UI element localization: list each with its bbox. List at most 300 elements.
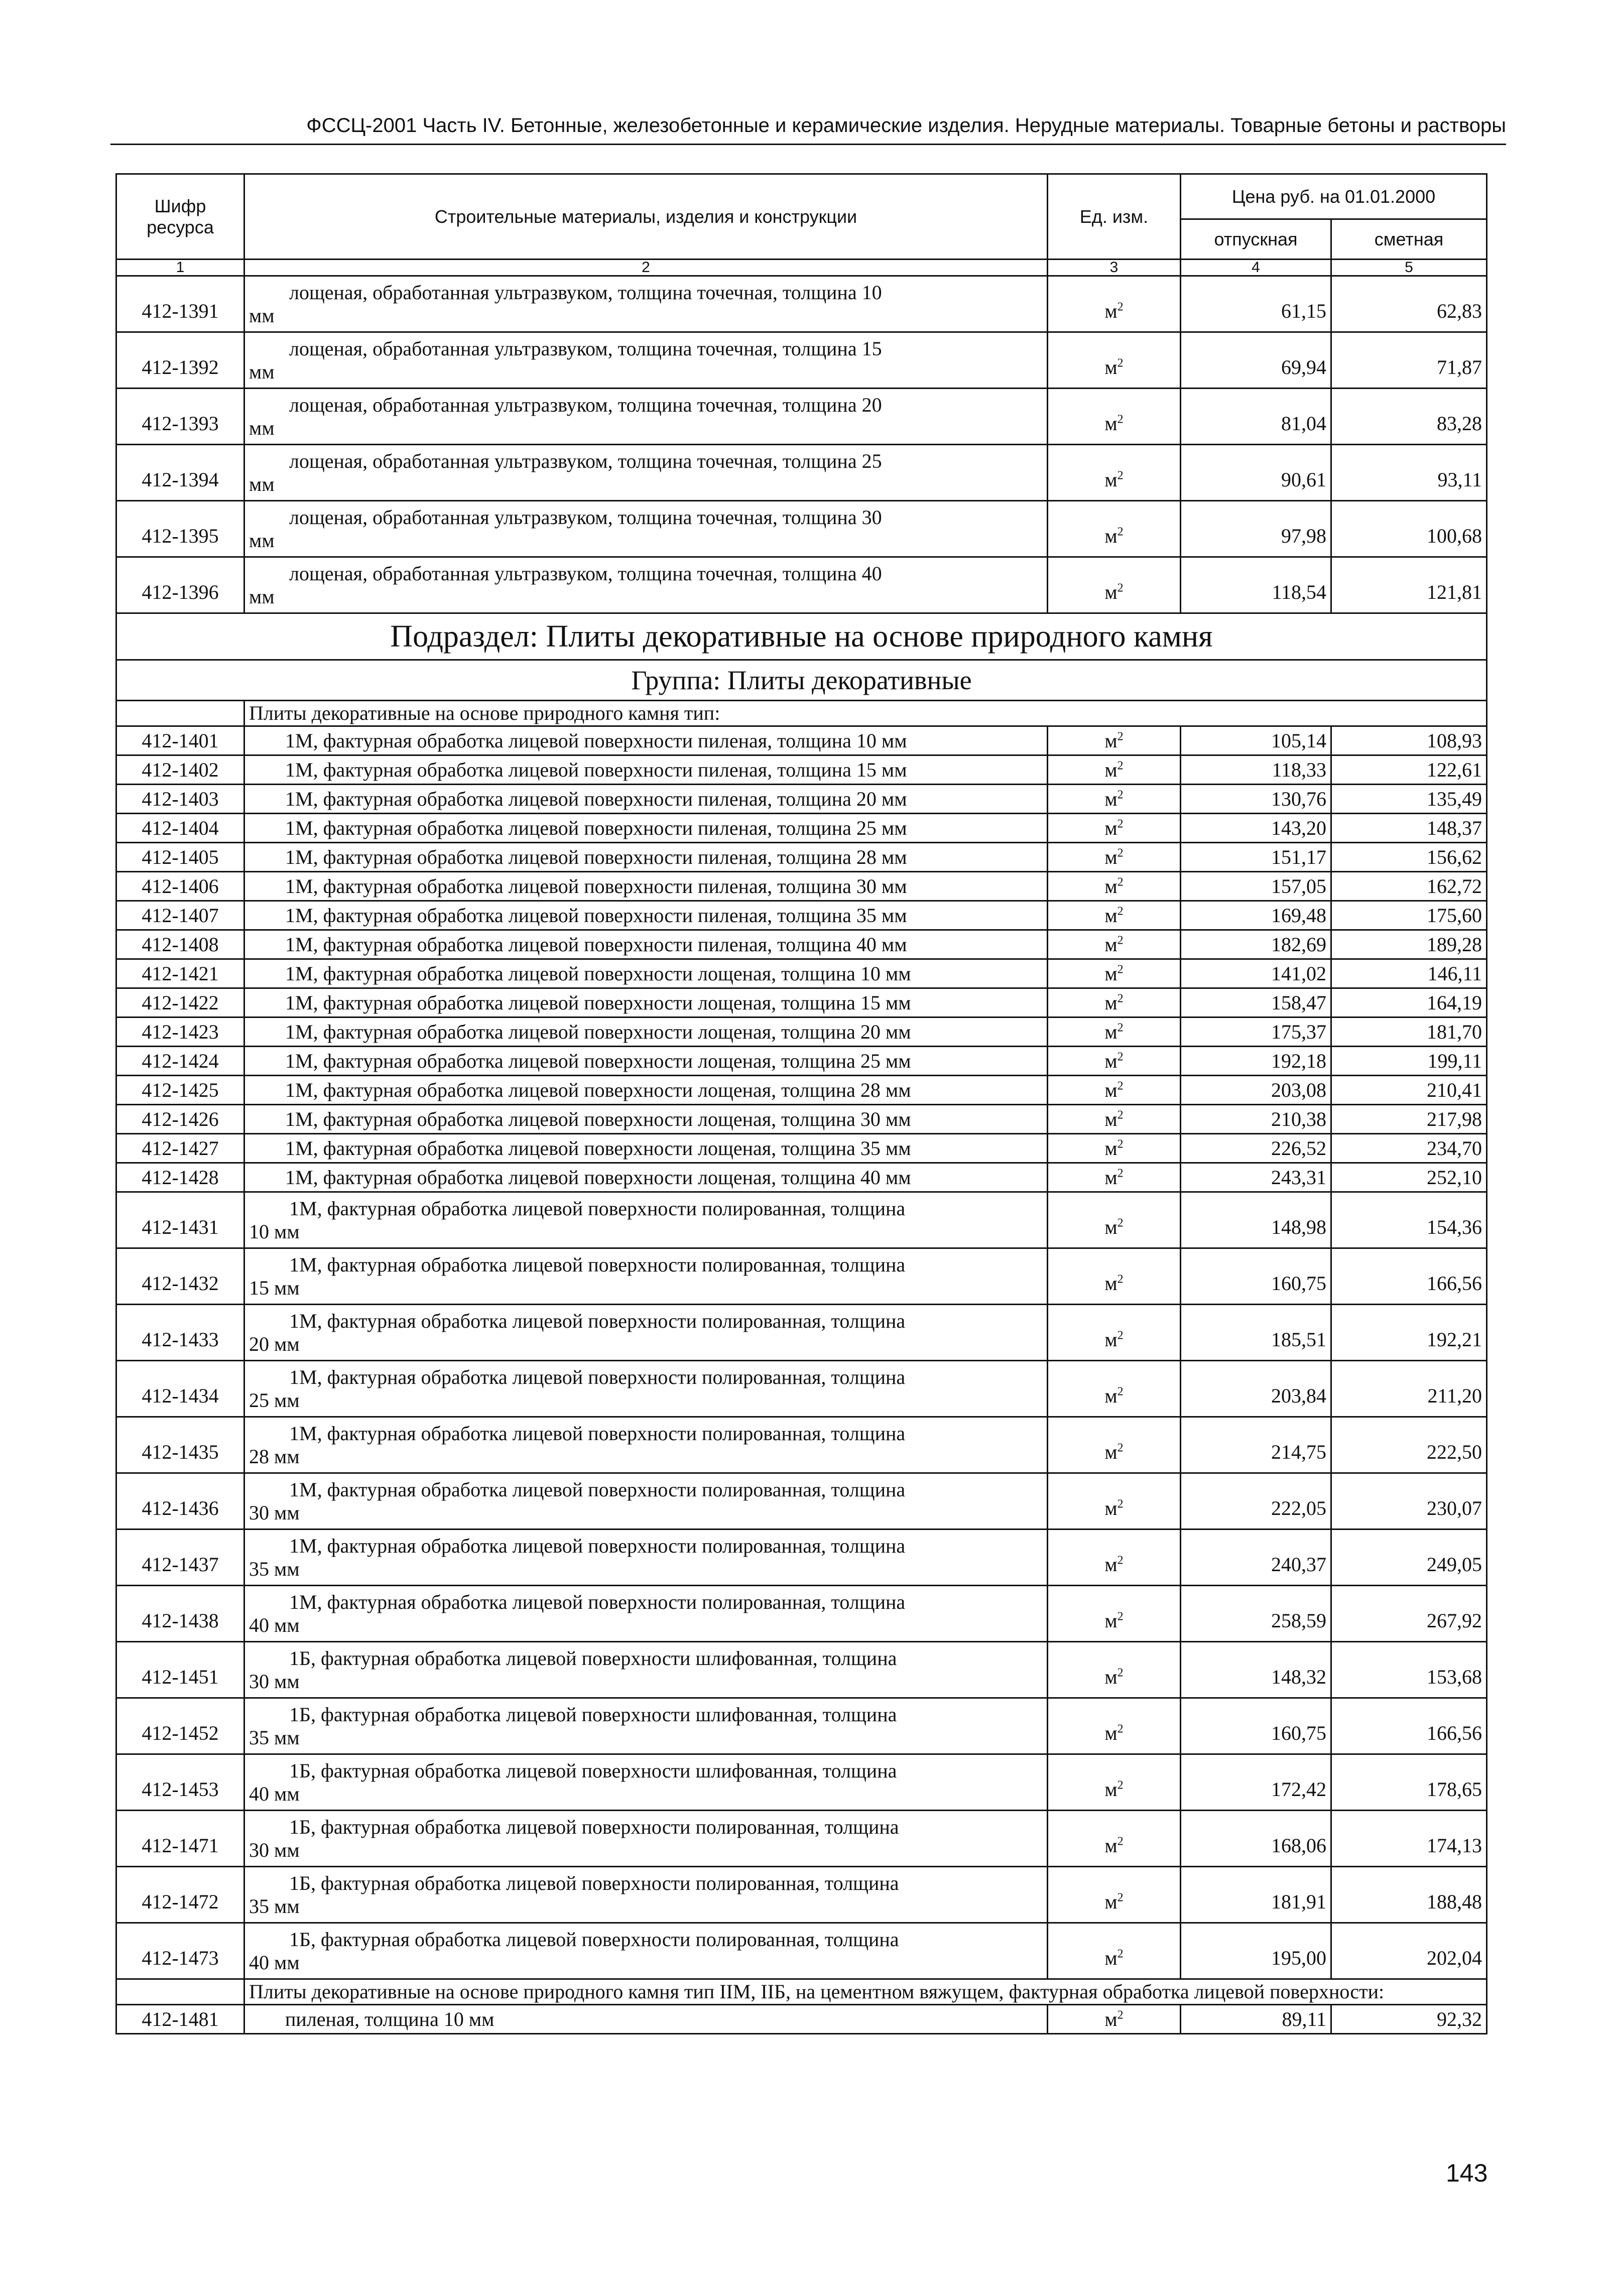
table-row xyxy=(116,2005,1487,2034)
unit-cell xyxy=(1048,389,1181,445)
estimate-price: 71,87 xyxy=(1331,332,1487,389)
description-line-2: 35 мм xyxy=(249,1557,300,1580)
description-cell xyxy=(244,1361,1048,1417)
estimate-price: 146,11 xyxy=(1331,959,1487,988)
table-row xyxy=(116,1923,1487,1979)
estimate-price: 234,70 xyxy=(1331,1134,1487,1163)
unit-text: м xyxy=(1104,1553,1117,1576)
description-cell xyxy=(244,1417,1048,1473)
estimate-price: 210,41 xyxy=(1331,1076,1487,1105)
release-price: 61,15 xyxy=(1181,276,1331,332)
table-row xyxy=(116,1134,1487,1163)
estimate-price: 156,62 xyxy=(1331,843,1487,872)
unit-cell xyxy=(1048,988,1181,1017)
unit-cell xyxy=(1048,901,1181,930)
estimate-price: 199,11 xyxy=(1331,1047,1487,1076)
estimate-price: 175,60 xyxy=(1331,901,1487,930)
description-cell xyxy=(244,557,1048,613)
release-price: 203,84 xyxy=(1181,1361,1331,1417)
description-line-1: 1М, фактурная обработка лицевой поверхности полированная, толщина xyxy=(289,1253,906,1276)
estimate-price: 135,49 xyxy=(1331,785,1487,814)
estimate-price: 148,37 xyxy=(1331,814,1487,843)
estimate-price: 181,70 xyxy=(1331,1017,1487,1047)
unit-exponent: 2 xyxy=(1117,1329,1124,1342)
unit-exponent: 2 xyxy=(1117,1835,1124,1848)
table-row xyxy=(116,276,1487,332)
description-line-1: лощеная, обработанная ультразвуком, толщина точечная, толщина 25 xyxy=(289,449,882,472)
resource-code: 412-1394 xyxy=(116,445,244,501)
description-cell xyxy=(244,1473,1048,1529)
unit-exponent: 2 xyxy=(1117,469,1124,482)
estimate-price: 174,13 xyxy=(1331,1811,1487,1867)
table-row xyxy=(116,501,1487,557)
table-row xyxy=(116,1698,1487,1754)
unit-cell xyxy=(1048,1017,1181,1047)
table-row xyxy=(116,959,1487,988)
unit-cell xyxy=(1048,1867,1181,1923)
release-price: 118,54 xyxy=(1181,557,1331,613)
type-intro: Плиты декоративные на основе природного камня тип: xyxy=(244,701,1487,726)
unit-exponent: 2 xyxy=(1117,1272,1124,1286)
description-cell xyxy=(244,1642,1048,1698)
col-number: 1 xyxy=(116,260,244,276)
description-cell: 1М, фактурная обработка лицевой поверхности пиленая, толщина 15 мм xyxy=(244,755,1048,785)
unit-cell xyxy=(1048,1473,1181,1529)
col-number: 4 xyxy=(1181,260,1331,276)
description-line-1: 1Б, фактурная обработка лицевой поверхности полированная, толщина xyxy=(289,1871,899,1894)
table-row xyxy=(116,1047,1487,1076)
estimate-price: 188,48 xyxy=(1331,1867,1487,1923)
unit-cell xyxy=(1048,1192,1181,1248)
description-line-2: мм xyxy=(249,529,275,552)
unit-cell xyxy=(1048,1754,1181,1811)
unit-cell xyxy=(1048,2005,1181,2034)
unit-cell xyxy=(1048,872,1181,901)
description-line-2: 35 мм xyxy=(249,1726,300,1749)
description-line-1: лощеная, обработанная ультразвуком, толщина точечная, толщина 10 xyxy=(289,281,882,304)
unit-cell xyxy=(1048,726,1181,755)
unit-text: м xyxy=(1104,874,1117,898)
description-cell xyxy=(244,1923,1048,1979)
unit-exponent: 2 xyxy=(1117,1722,1124,1736)
unit-cell xyxy=(1048,1361,1181,1417)
column-numbers-row xyxy=(116,260,1487,276)
description-cell: 1М, фактурная обработка лицевой поверхности пиленая, толщина 30 мм xyxy=(244,872,1048,901)
table-row xyxy=(116,901,1487,930)
description-line-1: лощеная, обработанная ультразвуком, толщина точечная, толщина 40 xyxy=(289,562,882,585)
unit-exponent: 2 xyxy=(1117,525,1124,539)
release-price: 148,32 xyxy=(1181,1642,1331,1698)
release-price: 97,98 xyxy=(1181,501,1331,557)
resource-code: 412-1472 xyxy=(116,1867,244,1923)
estimate-price: 100,68 xyxy=(1331,501,1487,557)
resource-code: 412-1404 xyxy=(116,814,244,843)
description-cell xyxy=(244,1305,1048,1361)
unit-cell xyxy=(1048,1305,1181,1361)
running-header: ФССЦ-2001 Часть IV. Бетонные, железобетонные и керамические изделия. Нерудные материалы. Товарные бетоны и растворы xyxy=(306,114,1506,137)
unit-cell xyxy=(1048,276,1181,332)
estimate-price: 230,07 xyxy=(1331,1473,1487,1529)
table-row xyxy=(116,1417,1487,1473)
unit-exponent: 2 xyxy=(1117,356,1124,370)
price-table xyxy=(115,173,1487,2034)
description-line-1: лощеная, обработанная ультразвуком, толщина точечная, толщина 20 xyxy=(289,393,882,416)
unit-exponent: 2 xyxy=(1117,934,1124,947)
empty-cell xyxy=(116,701,244,726)
description-cell xyxy=(244,445,1048,501)
unit-text: м xyxy=(1104,1441,1117,1463)
table-row xyxy=(116,785,1487,814)
unit-text: м xyxy=(1104,1049,1117,1072)
table-row xyxy=(116,755,1487,785)
unit-text: м xyxy=(1104,525,1117,547)
description-cell xyxy=(244,332,1048,389)
description-line-2: мм xyxy=(249,472,275,495)
unit-cell xyxy=(1048,1586,1181,1642)
unit-text: м xyxy=(1104,1328,1117,1351)
unit-exponent: 2 xyxy=(1117,788,1124,802)
release-price: 160,75 xyxy=(1181,1698,1331,1754)
unit-text: м xyxy=(1104,904,1117,927)
release-price: 81,04 xyxy=(1181,389,1331,445)
release-price: 240,37 xyxy=(1181,1529,1331,1586)
table-row xyxy=(116,332,1487,389)
unit-exponent: 2 xyxy=(1117,1610,1124,1623)
unit-text: м xyxy=(1104,1166,1117,1189)
resource-code: 412-1437 xyxy=(116,1529,244,1586)
unit-cell xyxy=(1048,332,1181,389)
unit-cell xyxy=(1048,1076,1181,1105)
release-price: 169,48 xyxy=(1181,901,1331,930)
table-row xyxy=(116,1529,1487,1586)
description-cell xyxy=(244,1698,1048,1754)
table-row xyxy=(116,872,1487,901)
unit-exponent: 2 xyxy=(1117,1167,1124,1180)
unit-text: м xyxy=(1104,2007,1117,2030)
unit-cell xyxy=(1048,1698,1181,1754)
release-price: 69,94 xyxy=(1181,332,1331,389)
table-row xyxy=(116,557,1487,613)
resource-code: 412-1424 xyxy=(116,1047,244,1076)
description-line-2: 40 мм xyxy=(249,1782,300,1805)
description-cell xyxy=(244,1811,1048,1867)
table-row xyxy=(116,1105,1487,1134)
description-line-2: мм xyxy=(249,416,275,439)
release-price: 168,06 xyxy=(1181,1811,1331,1867)
table-row xyxy=(116,389,1487,445)
description-cell: 1М, фактурная обработка лицевой поверхности пиленая, толщина 28 мм xyxy=(244,843,1048,872)
description-line-2: 40 мм xyxy=(249,1951,300,1974)
unit-exponent: 2 xyxy=(1117,1108,1124,1122)
resource-code: 412-1401 xyxy=(116,726,244,755)
estimate-price: 222,50 xyxy=(1331,1417,1487,1473)
release-price: 185,51 xyxy=(1181,1305,1331,1361)
table-row xyxy=(116,843,1487,872)
description-line-2: 20 мм xyxy=(249,1332,300,1355)
unit-cell xyxy=(1048,959,1181,988)
resource-code: 412-1405 xyxy=(116,843,244,872)
release-price: 222,05 xyxy=(1181,1473,1331,1529)
resource-code: 412-1432 xyxy=(116,1248,244,1305)
description-line-2: мм xyxy=(249,585,275,608)
description-cell: 1М, фактурная обработка лицевой поверхности лощеная, толщина 15 мм xyxy=(244,988,1048,1017)
table-row xyxy=(116,1867,1487,1923)
unit-exponent: 2 xyxy=(1117,1666,1124,1680)
estimate-price: 249,05 xyxy=(1331,1529,1487,1586)
release-price: 181,91 xyxy=(1181,1867,1331,1923)
release-price: 175,37 xyxy=(1181,1017,1331,1047)
unit-exponent: 2 xyxy=(1117,1079,1124,1093)
unit-cell xyxy=(1048,1923,1181,1979)
resource-code: 412-1471 xyxy=(116,1811,244,1867)
unit-cell xyxy=(1048,930,1181,959)
resource-code: 412-1392 xyxy=(116,332,244,389)
unit-exponent: 2 xyxy=(1117,1554,1124,1567)
col-number: 5 xyxy=(1331,260,1487,276)
release-price: 160,75 xyxy=(1181,1248,1331,1305)
description-cell xyxy=(244,501,1048,557)
unit-text: м xyxy=(1104,1722,1117,1744)
description-line-1: 1Б, фактурная обработка лицевой поверхности шлифованная, толщина xyxy=(289,1646,897,1670)
unit-text: м xyxy=(1104,816,1117,839)
description-line-1: 1М, фактурная обработка лицевой поверхности полированная, толщина xyxy=(289,1534,906,1557)
resource-code: 412-1436 xyxy=(116,1473,244,1529)
unit-exponent: 2 xyxy=(1117,1947,1124,1961)
unit-text: м xyxy=(1104,933,1117,956)
description-cell: 1М, фактурная обработка лицевой поверхности пиленая, толщина 20 мм xyxy=(244,785,1048,814)
unit-exponent: 2 xyxy=(1117,1021,1124,1035)
description-line-1: 1Б, фактурная обработка лицевой поверхности шлифованная, толщина xyxy=(289,1759,897,1782)
col-price-header: Цена руб. на 01.01.2000 xyxy=(1181,174,1487,219)
unit-text: м xyxy=(1104,962,1117,985)
release-price: 90,61 xyxy=(1181,445,1331,501)
table-row xyxy=(116,1076,1487,1105)
unit-exponent: 2 xyxy=(1117,1497,1124,1511)
description-line-1: лощеная, обработанная ультразвуком, толщина точечная, толщина 15 xyxy=(289,337,882,360)
unit-exponent: 2 xyxy=(1117,846,1124,860)
description-cell xyxy=(244,1529,1048,1586)
unit-text: м xyxy=(1104,1078,1117,1101)
col-unit-header: Ед. изм. xyxy=(1048,174,1181,260)
estimate-price: 166,56 xyxy=(1331,1248,1487,1305)
page-number: 143 xyxy=(1446,2159,1488,2187)
description-line-1: лощеная, обработанная ультразвуком, толщина точечная, толщина 30 xyxy=(289,505,882,529)
unit-text: м xyxy=(1104,1834,1117,1857)
unit-exponent: 2 xyxy=(1117,875,1124,889)
estimate-price: 166,56 xyxy=(1331,1698,1487,1754)
description-line-2: 30 мм xyxy=(249,1670,300,1693)
table-row xyxy=(116,930,1487,959)
estimate-price: 93,11 xyxy=(1331,445,1487,501)
table-row xyxy=(116,1754,1487,1811)
resource-code: 412-1403 xyxy=(116,785,244,814)
estimate-price: 153,68 xyxy=(1331,1642,1487,1698)
unit-cell xyxy=(1048,1642,1181,1698)
description-cell xyxy=(244,1754,1048,1811)
table-row xyxy=(116,726,1487,755)
resource-code: 412-1425 xyxy=(116,1076,244,1105)
release-price: 148,98 xyxy=(1181,1192,1331,1248)
unit-text: м xyxy=(1104,1666,1117,1688)
group-title-row xyxy=(116,660,1487,701)
col-estimate-header: сметная xyxy=(1331,219,1487,260)
unit-cell xyxy=(1048,501,1181,557)
table-row xyxy=(116,1192,1487,1248)
section-title-row xyxy=(116,613,1487,660)
table-row xyxy=(116,1017,1487,1047)
unit-cell xyxy=(1048,755,1181,785)
estimate-price: 267,92 xyxy=(1331,1586,1487,1642)
resource-code: 412-1431 xyxy=(116,1192,244,1248)
estimate-price: 62,83 xyxy=(1331,276,1487,332)
description-cell: 1М, фактурная обработка лицевой поверхности пиленая, толщина 25 мм xyxy=(244,814,1048,843)
description-line-2: мм xyxy=(249,304,275,327)
table-row xyxy=(116,1248,1487,1305)
release-price: 89,11 xyxy=(1181,2005,1331,2034)
release-price: 214,75 xyxy=(1181,1417,1331,1473)
release-price: 243,31 xyxy=(1181,1163,1331,1192)
estimate-price: 252,10 xyxy=(1331,1163,1487,1192)
estimate-price: 211,20 xyxy=(1331,1361,1487,1417)
release-price: 172,42 xyxy=(1181,1754,1331,1811)
resource-code: 412-1406 xyxy=(116,872,244,901)
resource-code: 412-1391 xyxy=(116,276,244,332)
unit-text: м xyxy=(1104,1272,1117,1295)
release-price: 203,08 xyxy=(1181,1076,1331,1105)
unit-exponent: 2 xyxy=(1117,963,1124,976)
estimate-price: 162,72 xyxy=(1331,872,1487,901)
unit-exponent: 2 xyxy=(1117,1891,1124,1904)
col-code-header: Шифр ресурса xyxy=(116,174,244,260)
resource-code: 412-1427 xyxy=(116,1134,244,1163)
description-cell xyxy=(244,1192,1048,1248)
table-row xyxy=(116,1473,1487,1529)
description-line-1: 1Б, фактурная обработка лицевой поверхности полированная, толщина xyxy=(289,1815,899,1838)
resource-code: 412-1451 xyxy=(116,1642,244,1698)
col-release-header: отпускная xyxy=(1181,219,1331,260)
table-row xyxy=(116,1586,1487,1642)
estimate-price: 92,32 xyxy=(1331,2005,1487,2034)
description-cell: 1М, фактурная обработка лицевой поверхности лощеная, толщина 20 мм xyxy=(244,1017,1048,1047)
unit-cell xyxy=(1048,1134,1181,1163)
description-cell: 1М, фактурная обработка лицевой поверхности лощеная, толщина 30 мм xyxy=(244,1105,1048,1134)
description-line-2: 35 мм xyxy=(249,1894,300,1918)
release-price: 130,76 xyxy=(1181,785,1331,814)
resource-code: 412-1434 xyxy=(116,1361,244,1417)
col-name-header: Строительные материалы, изделия и конструкции xyxy=(244,174,1048,260)
unit-text: м xyxy=(1104,1778,1117,1801)
unit-cell xyxy=(1048,843,1181,872)
description-cell xyxy=(244,276,1048,332)
unit-text: м xyxy=(1104,300,1117,322)
description-line-2: 30 мм xyxy=(249,1838,300,1861)
estimate-price: 83,28 xyxy=(1331,389,1487,445)
unit-exponent: 2 xyxy=(1117,1050,1124,1064)
unit-exponent: 2 xyxy=(1117,1441,1124,1455)
description-cell: 1М, фактурная обработка лицевой поверхности лощеная, толщина 40 мм xyxy=(244,1163,1048,1192)
estimate-price: 217,98 xyxy=(1331,1105,1487,1134)
resource-code: 412-1435 xyxy=(116,1417,244,1473)
unit-exponent: 2 xyxy=(1117,1137,1124,1151)
col-number: 2 xyxy=(244,260,1048,276)
description-cell: 1М, фактурная обработка лицевой поверхности лощеная, толщина 35 мм xyxy=(244,1134,1048,1163)
table-row xyxy=(116,1361,1487,1417)
resource-code: 412-1421 xyxy=(116,959,244,988)
unit-text: м xyxy=(1104,1497,1117,1519)
resource-code: 412-1426 xyxy=(116,1105,244,1134)
resource-code: 412-1473 xyxy=(116,1923,244,1979)
resource-code: 412-1396 xyxy=(116,557,244,613)
release-price: 105,14 xyxy=(1181,726,1331,755)
unit-cell xyxy=(1048,1811,1181,1867)
release-price: 195,00 xyxy=(1181,1923,1331,1979)
unit-text: м xyxy=(1104,1384,1117,1407)
resource-code: 412-1393 xyxy=(116,389,244,445)
type-intro-row xyxy=(116,701,1487,726)
unit-exponent: 2 xyxy=(1117,413,1124,426)
description-cell xyxy=(244,1586,1048,1642)
unit-cell xyxy=(1048,1529,1181,1586)
resource-code: 412-1438 xyxy=(116,1586,244,1642)
description-cell: 1М, фактурная обработка лицевой поверхности лощеная, толщина 28 мм xyxy=(244,1076,1048,1105)
unit-text: м xyxy=(1104,356,1117,378)
table-header xyxy=(116,174,1487,260)
unit-text: м xyxy=(1104,1216,1117,1238)
unit-cell xyxy=(1048,1417,1181,1473)
unit-exponent: 2 xyxy=(1117,1778,1124,1792)
type-intro-2-row xyxy=(116,1979,1487,2005)
description-line-1: 1М, фактурная обработка лицевой поверхности полированная, толщина xyxy=(289,1590,906,1613)
estimate-price: 108,93 xyxy=(1331,726,1487,755)
unit-text: м xyxy=(1104,991,1117,1014)
resource-code: 412-1481 xyxy=(116,2005,244,2034)
empty-cell xyxy=(116,1979,244,2005)
description-line-2: 25 мм xyxy=(249,1388,300,1412)
unit-text: м xyxy=(1104,845,1117,868)
unit-cell xyxy=(1048,814,1181,843)
unit-exponent: 2 xyxy=(1117,2008,1124,2022)
header-rule xyxy=(110,144,1506,145)
resource-code: 412-1453 xyxy=(116,1754,244,1811)
unit-exponent: 2 xyxy=(1117,992,1124,1005)
unit-exponent: 2 xyxy=(1117,1216,1124,1230)
table-row xyxy=(116,1642,1487,1698)
description-line-2: 15 мм xyxy=(249,1276,300,1299)
estimate-price: 189,28 xyxy=(1331,930,1487,959)
description-cell: 1М, фактурная обработка лицевой поверхности пиленая, толщина 40 мм xyxy=(244,930,1048,959)
description-line-2: мм xyxy=(249,360,275,383)
release-price: 258,59 xyxy=(1181,1586,1331,1642)
unit-cell xyxy=(1048,1105,1181,1134)
unit-cell xyxy=(1048,1047,1181,1076)
unit-text: м xyxy=(1104,1890,1117,1913)
unit-exponent: 2 xyxy=(1117,300,1124,314)
release-price: 151,17 xyxy=(1181,843,1331,872)
release-price: 210,38 xyxy=(1181,1105,1331,1134)
estimate-price: 164,19 xyxy=(1331,988,1487,1017)
description-cell: 1М, фактурная обработка лицевой поверхности лощеная, толщина 10 мм xyxy=(244,959,1048,988)
estimate-price: 202,04 xyxy=(1331,1923,1487,1979)
description-cell: пиленая, толщина 10 мм xyxy=(244,2005,1048,2034)
description-line-1: 1М, фактурная обработка лицевой поверхности полированная, толщина xyxy=(289,1365,906,1388)
estimate-price: 178,65 xyxy=(1331,1754,1487,1811)
description-cell xyxy=(244,389,1048,445)
table-row xyxy=(116,814,1487,843)
release-price: 158,47 xyxy=(1181,988,1331,1017)
description-line-1: 1Б, фактурная обработка лицевой поверхности шлифованная, толщина xyxy=(289,1703,897,1726)
table-body xyxy=(116,260,1487,2034)
table-row xyxy=(116,1305,1487,1361)
